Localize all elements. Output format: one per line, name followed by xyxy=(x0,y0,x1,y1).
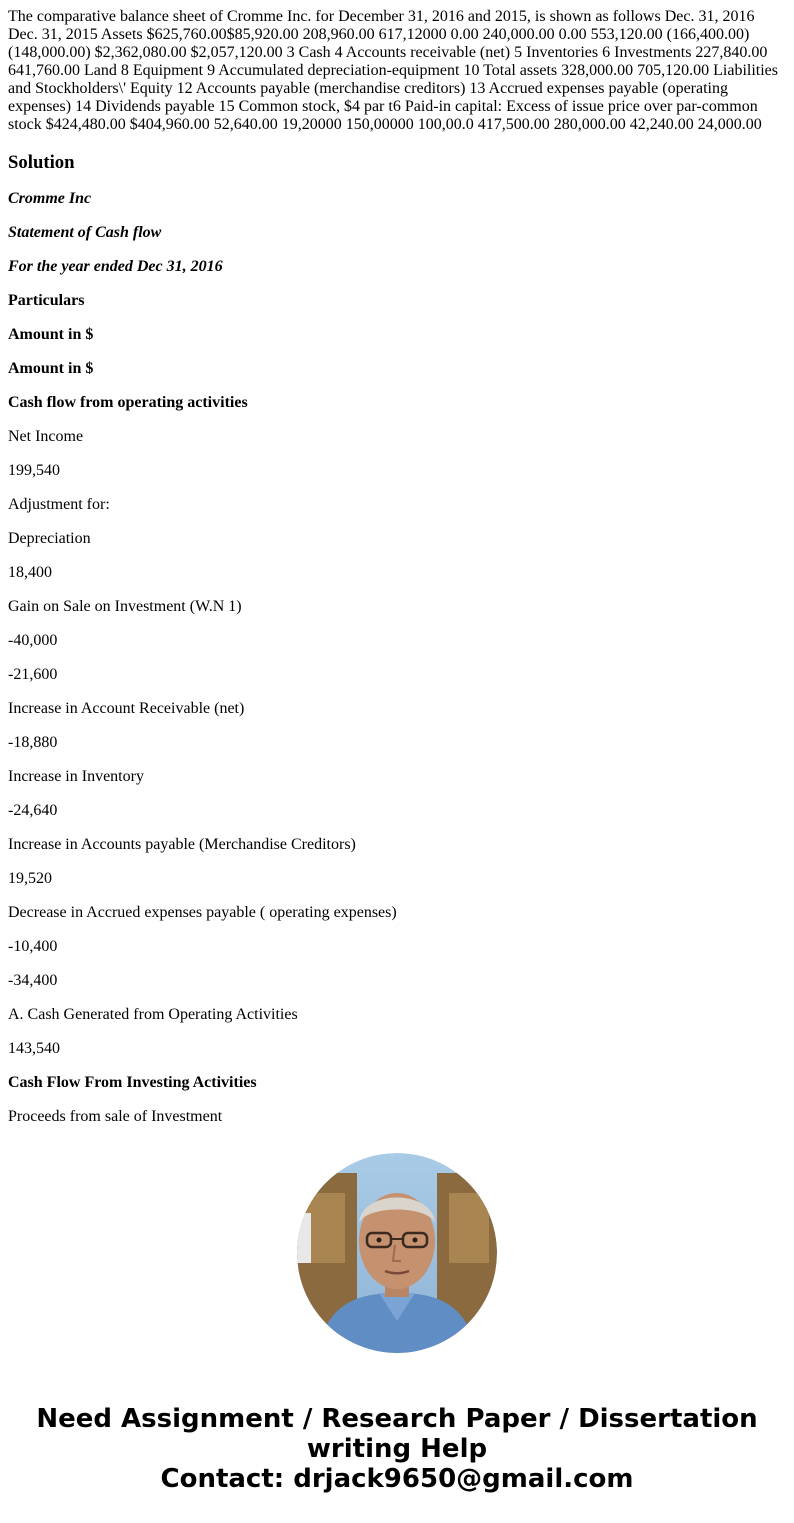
payable-label: Increase in Accounts payable (Merchandise Creditors) xyxy=(8,836,356,853)
inventory-value: -24,640 xyxy=(8,802,58,819)
gain-label: Gain on Sale on Investment (W.N 1) xyxy=(8,598,242,615)
column-particulars: Particulars xyxy=(8,292,85,309)
adjustment-label: Adjustment for: xyxy=(8,496,110,513)
operating-cash-label: A. Cash Generated from Operating Activities xyxy=(8,1006,298,1023)
depreciation-value: 18,400 xyxy=(8,564,52,581)
gain-value: -40,000 xyxy=(8,632,58,649)
question-text: The comparative balance sheet of Cromme Inc. for December 31, 2016 and 2015, is shown as follows Dec. 31, 2016 Dec. 31, 2015 Assets $625,760.00$85,920.00 208,960.00 617,12000 0.00 240,000.00 0.00 553,120.00 (166,400.00) (148,000.00) $2,362,080.00 $2,057,120.00 3 Cash 4 Accounts receivable (net) 5 Inventories 6 Investments 227,840.00 641,760.00 Land 8 Equipment 9 Accumulated depreciation-equipment 10 Total assets 328,000.00 705,120.00 Liabilities and Stockholders\' Equity 12 Accounts payable (merchandise creditors) 13 Accrued expenses payable (operating expenses) 14 Dividends payable 15 Common stock, $4 par t6 Paid-in capital: Excess of issue price over par-common stock $424,480.00 $404,960.00 52,640.00 19,20000 150,00000 100,00.0 417,500.00 280,000.00 42,240.00 24,000.00 xyxy=(8,8,778,133)
receivable-value: -18,880 xyxy=(8,734,58,751)
net-income-label: Net Income xyxy=(8,428,84,445)
accrued-value: -10,400 xyxy=(8,938,58,955)
net-income-value: 199,540 xyxy=(8,462,60,479)
column-amount-2: Amount in $ xyxy=(8,360,94,377)
statement-period: For the year ended Dec 31, 2016 xyxy=(8,258,223,275)
working-capital-total: -34,400 xyxy=(8,972,58,989)
accrued-label: Decrease in Accrued expenses payable ( operating expenses) xyxy=(8,904,397,921)
banner-line-1: Need Assignment / Research Paper / Dissertation xyxy=(36,1404,758,1434)
proceeds-label: Proceeds from sale of Investment xyxy=(8,1108,223,1122)
banner-line-2: writing Help xyxy=(306,1434,488,1464)
depreciation-label: Depreciation xyxy=(8,530,91,547)
investing-heading: Cash Flow From Investing Activities xyxy=(8,1074,257,1091)
document-content xyxy=(8,8,786,1122)
inventory-label: Increase in Inventory xyxy=(8,768,144,785)
contact-banner xyxy=(0,1404,794,1494)
avatar-portrait xyxy=(297,1153,497,1353)
receivable-label: Increase in Account Receivable (net) xyxy=(8,700,245,717)
adjustment-total: -21,600 xyxy=(8,666,58,683)
banner-contact-email: Contact: drjack9650@gmail.com xyxy=(160,1464,634,1494)
statement-title: Statement of Cash flow xyxy=(8,224,162,241)
company-name: Cromme Inc xyxy=(8,190,92,207)
operating-cash-value: 143,540 xyxy=(8,1040,60,1057)
column-amount-1: Amount in $ xyxy=(8,326,94,343)
solution-heading: Solution xyxy=(8,152,75,173)
cash-flow-statement xyxy=(8,190,786,1122)
operating-heading: Cash flow from operating activities xyxy=(8,394,248,411)
payable-value: 19,520 xyxy=(8,870,52,887)
avatar xyxy=(297,1153,497,1353)
